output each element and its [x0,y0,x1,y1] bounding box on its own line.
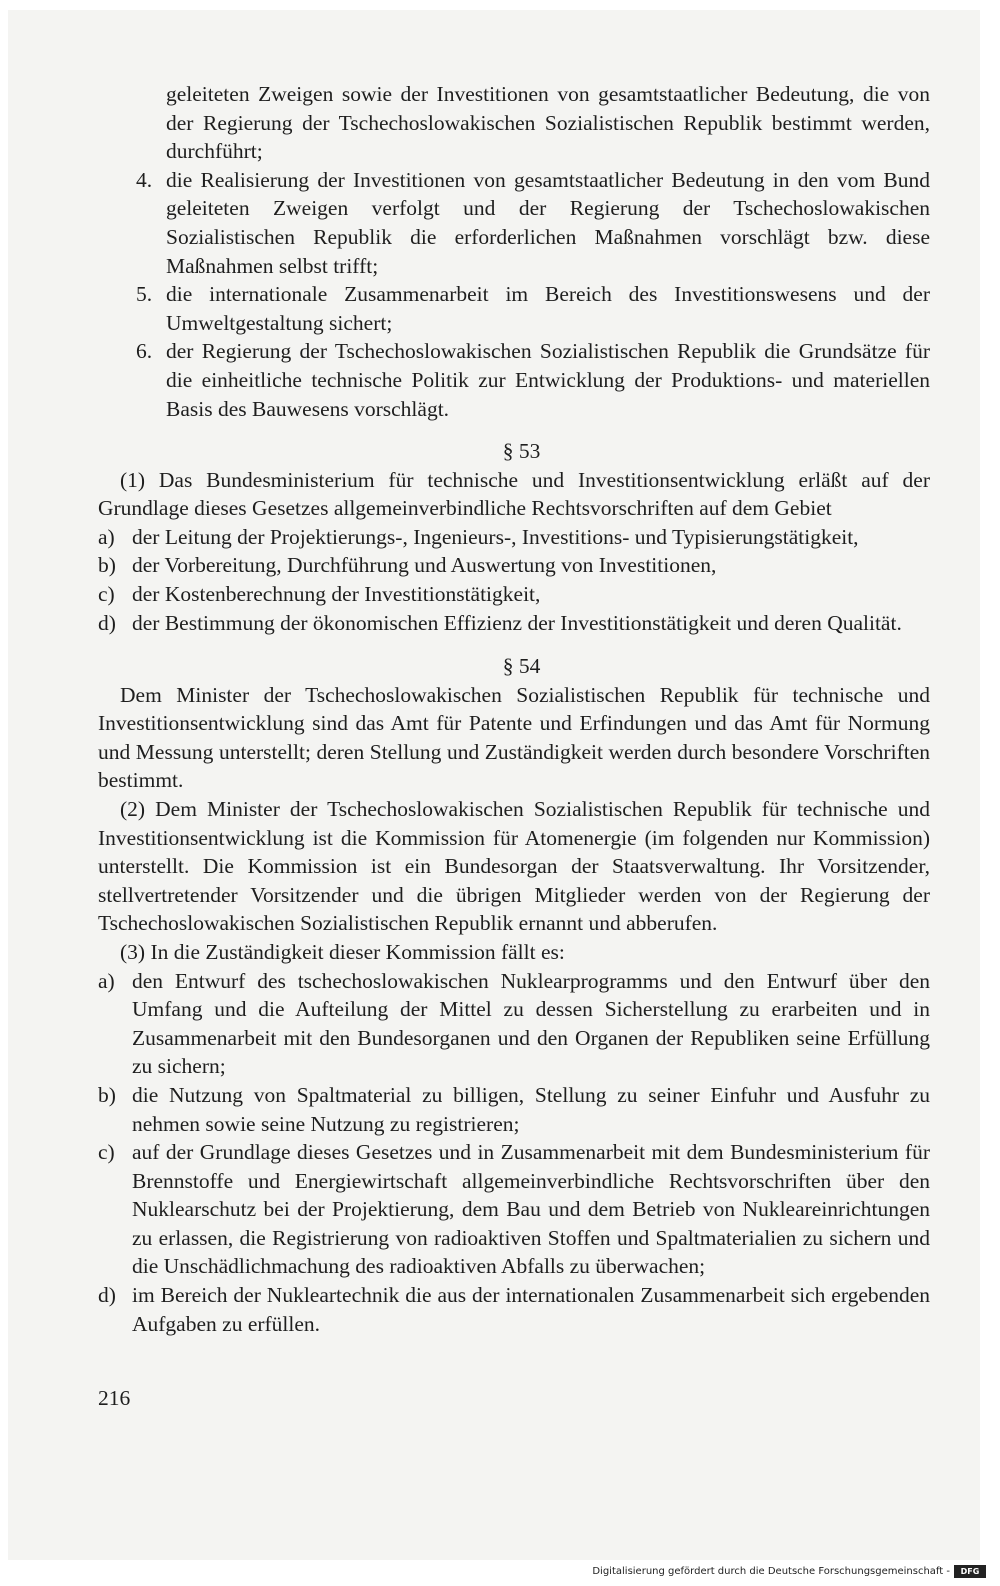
item-text: der Kostenberechnung der Investitionstätigkeit, [132,581,541,606]
item-marker: b) [98,1082,116,1107]
item-marker: d) [98,610,116,635]
text-block-upper [98,80,930,423]
section-53-item-d [98,609,930,638]
item-text: die internationale Zusammenarbeit im Bereich des Investitionswesens und der Umweltgestaltung sichert; [166,282,930,335]
item-marker: c) [98,1140,115,1165]
footer-credit: Digitalisierung gefördert durch die Deutsche Forschungsgemeinschaft - [592,1566,950,1577]
section-54-paragraph-3: (3) In die Zuständigkeit dieser Kommission fällt es: [120,939,565,964]
item-text: die Nutzung von Spaltmaterial zu billigen, Stellung zu seiner Einfuhr und Ausfuhr zu nehmen sowie seine Nutzung zu registrieren; [132,1082,930,1136]
item-marker: a) [98,968,115,993]
item-text: im Bereich der Nukleartechnik die aus der internationalen Zusammenarbeit sich ergebenden Aufgaben zu erfüllen. [132,1283,930,1336]
item-text: der Bestimmung der ökonomischen Effizienz der Investitionstätigkeit und deren Qualität. [132,610,902,635]
numbered-item-4 [98,166,930,280]
section-54-item-b [98,1081,930,1138]
item-marker: c) [98,581,115,606]
item-marker: a) [98,524,115,549]
item-text: die Realisierung der Investitionen von gesamtstaatlicher Bedeutung in den vom Bund geleiteten Zweigen verfolgt und der Regierung der Tschechoslowakischen Sozialistischen Republik die erforderlichen Maßnahmen vorschlägt bzw. diese Maßnahmen selbst trifft; [166,167,930,278]
item-marker: d) [98,1283,116,1308]
continuation-paragraph: geleiteten Zweigen sowie der Investitionen von gesamtstaatlicher Bedeutung, die von der Regierung der Tschechoslowakischen Sozialistischen Republik bestimmt werden, durchführt; [166,82,930,164]
item-text: der Leitung der Projektierungs-, Ingenieurs-, Investitions- und Typisierungstätigkeit, [132,524,859,549]
numbered-item-6 [98,337,930,423]
section-53-item-b [98,551,930,580]
section-54-paragraph-1: Dem Minister der Tschechoslowakischen Sozialistischen Republik für technische und Investitionsentwicklung sind das Amt für Patente und Erfindungen und das Amt für Normung und Messung unterstellt; deren Stellung und Zuständigkeit werden durch besondere Vorschriften bestimmt. [98,682,930,793]
numbered-item-5 [98,280,930,337]
item-text: den Entwurf des tschechoslowakischen Nuklearprogramms und den Entwurf über den Umfang und die Aufteilung der Mittel zu dessen Sicherstellung zu erarbeiten und in Zusammenarbeit mit den Bundesorganen und den Organen der Republiken seine Erfüllung zu sichern; [132,968,930,1079]
section-54-item-c [98,1138,930,1281]
item-marker: 6. [136,339,153,364]
section-54-item-d [98,1281,930,1338]
section-53-heading: § 53 [502,439,541,463]
section-54-heading: § 54 [502,654,541,678]
item-marker: 4. [136,167,153,192]
dfg-logo: DFG [954,1565,986,1578]
section-54-paragraph-2: (2) Dem Minister der Tschechoslowakischen Sozialistischen Republik für technische und Investitionsentwicklung ist die Kommission für Atomenergie (im folgenden nur Kommission) unterstellt. Die Kommission ist ein Bundesorgan der Staatsverwaltung. Ihr Vorsitzender, stellvertretender Vorsitzender und die übrigen Mitglieder werden von der Regierung der Tschechoslowakischen Sozialistischen Republik ernannt und abberufen. [98,796,930,936]
section-54-item-a [98,967,930,1081]
item-marker: b) [98,553,116,578]
text-block-section-54 [98,652,930,1338]
section-53-item-c [98,580,930,609]
item-text: der Vorbereitung, Durchführung und Auswertung von Investitionen, [132,553,717,578]
page-number: 216 [98,1386,131,1410]
text-block-section-53 [98,437,930,637]
item-text: auf der Grundlage dieses Gesetzes und in Zusammenarbeit mit dem Bundesministerium für Brennstoffe und Energiewirtschaft allgemeinverbindliche Rechtsvorschriften über den Nuklearschutz bei der Projektierung, dem Bau und dem Betrieb von Nukleareinrichtungen zu erlassen, die Registrierung von radioaktiven Stoffen und Spaltmaterialien zu sichern und die Unschädlichmachung des radioaktiven Abfalls zu überwachen; [132,1140,930,1279]
item-text: der Regierung der Tschechoslowakischen Sozialistischen Republik die Grundsätze für die einheitliche technische Politik zur Entwicklung der Produktions- und materiellen Basis des Bauwesens vorschlägt. [166,339,930,421]
section-53-intro: (1) Das Bundesministerium für technische und Investitionsentwicklung erläßt auf der Grundlage dieses Gesetzes allgemeinverbindliche Rechtsvorschriften auf dem Gebiet [98,467,930,521]
item-marker: 5. [136,282,153,307]
section-53-item-a [98,523,930,552]
